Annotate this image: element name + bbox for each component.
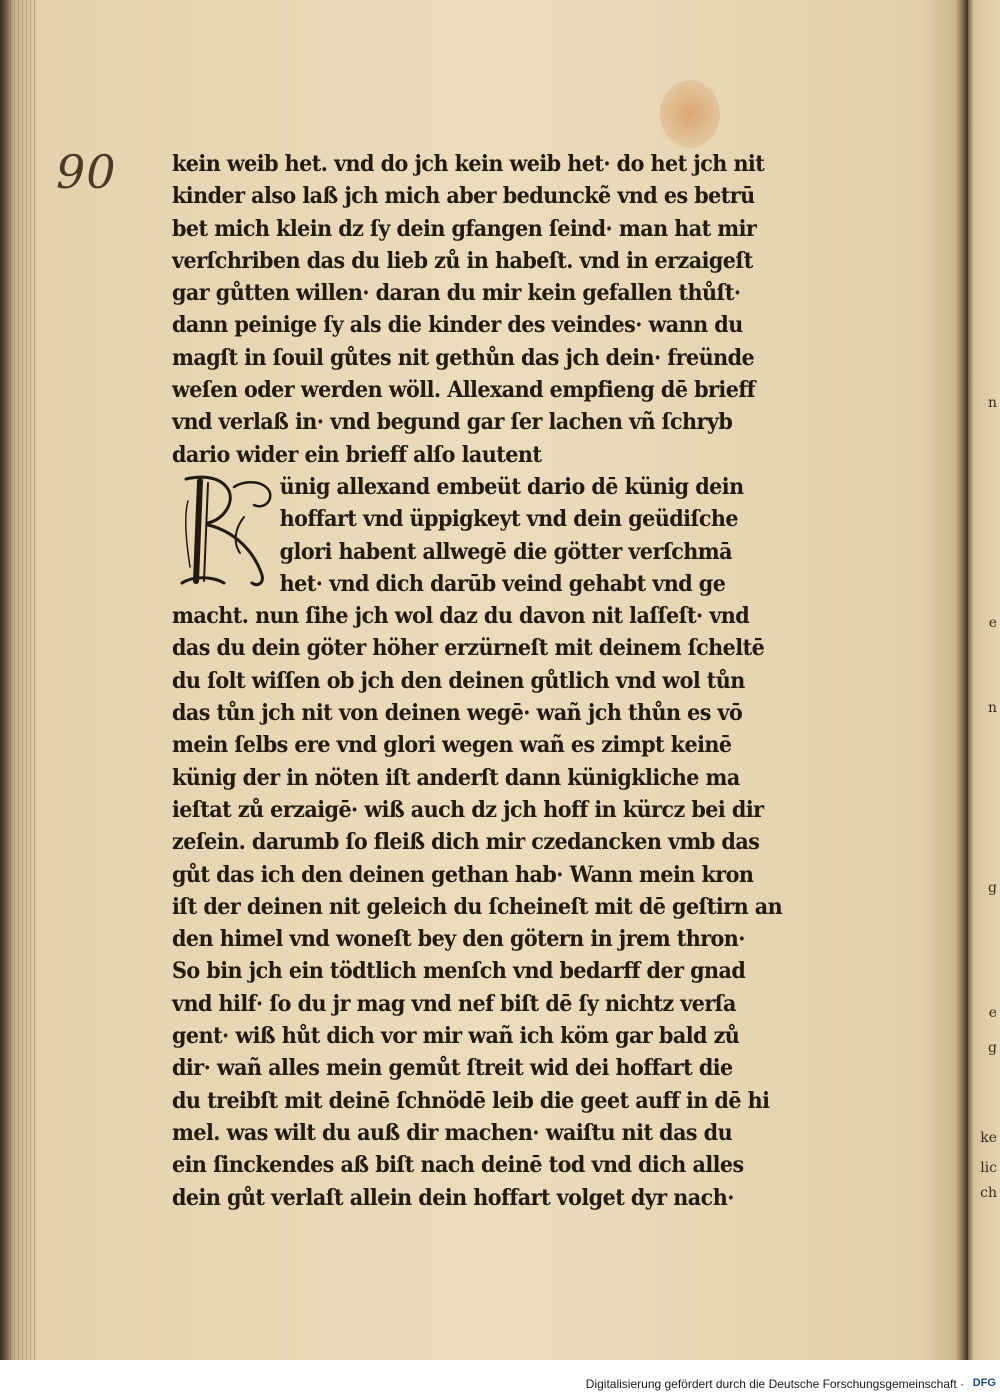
facing-page-fragment: lic [980, 1160, 997, 1176]
text-line: iſt der deinen nit geleich du ſcheineſt mit dē geſtirn an [172, 893, 783, 920]
text-line: mel. was wilt du auß dir machen· waiſtu nit das du [172, 1119, 733, 1146]
text-line: So bin jch ein tödtlich menſch vnd bedarff der gnad [172, 958, 746, 985]
text-line-beside-initial: glori habent allwegē die götter verſchmā [279, 538, 732, 565]
funding-credit: Digitalisierung gefördert durch die Deutsche Forschungsgemeinschaft · [585, 1377, 964, 1391]
text-line: vnd verlaß in· vnd begund gar ſer lachen vñ ſchryb [172, 409, 733, 436]
facing-page-fragment: e [988, 615, 997, 631]
facing-page-fragment: g [988, 1040, 997, 1056]
text-line: du ſolt wiſſen ob jch den deinen gůtlich vnd wol tůn [172, 667, 745, 694]
facing-page-fragment: n [987, 395, 997, 411]
page-edges [6, 0, 36, 1360]
text-line-beside-initial: hoffart vnd üppigkeyt vnd dein geüdiſche [279, 506, 739, 533]
folio-number: 90 [56, 145, 117, 199]
paper-stain [660, 80, 720, 148]
text-line: dein gůt verlaſt allein dein hoffart volget dyr nach· [172, 1184, 734, 1211]
text-line: das tůn jch nit von deinen wegē· wañ jch thůn es vō [172, 700, 743, 727]
main-text-block [172, 148, 832, 1214]
facing-page-fragment: n [987, 700, 997, 716]
facing-page-fragment: ke [980, 1130, 997, 1146]
text-line: bet mich klein dz ſy dein gfangen ſeind· man hat mir [172, 215, 757, 242]
text-line: das du dein göter höher erzürneſt mit deinem ſcheltē [172, 635, 765, 662]
text-line: magſt in ſouil gůtes nit gethůn das jch dein· freünde [172, 344, 755, 371]
text-line: kinder also laß jch mich aber bedunckẽ vnd es betrū [172, 183, 755, 210]
text-line: vnd hilf· ſo du jr mag vnd nef biſt dē ſy nichtz verſa [172, 990, 736, 1017]
text-line: den himel vnd woneſt bey den götern in jrem thron· [172, 926, 745, 953]
text-line: gar gůtten willen· daran du mir kein gefallen thůſt· [172, 280, 741, 307]
text-line: ieſtat zů erzaigē· wiß auch dz jch hoff in kürcz bei dir [172, 796, 764, 823]
text-line-beside-initial: het· vnd dich darūb veind gehabt vnd ge [279, 570, 726, 597]
text-line-beside-initial: ünig allexand embeüt dario dē künig dein [279, 473, 744, 500]
text-line: weſen oder werden wöll. Allexand empfieng dē brieff [172, 377, 756, 404]
text-line: ein ſinckendes aß biſt nach deinē tod vnd dich alles [172, 1152, 744, 1179]
text-line: verſchriben das du lieb zů in habeſt. vnd in erzaigeſt [172, 247, 753, 274]
text-line: mein ſelbs ere vnd glori wegen wañ es zimpt keinē [172, 732, 732, 759]
facing-page-fragment: ch [980, 1185, 997, 1201]
facing-page-fragment: g [988, 880, 997, 896]
facing-page-edge [968, 0, 1000, 1360]
text-line: zeſein. darumb ſo fleiß dich mir czedancken vmb das [172, 829, 760, 856]
facing-page-fragment: e [988, 1005, 997, 1021]
text-line: kein weib het. vnd do jch kein weib het· do het jch nit [172, 151, 765, 177]
dfg-logo: DFG [972, 1377, 996, 1389]
text-line: künig der in nöten iſt anderſt dann künigkliche ma [172, 764, 740, 791]
text-line: dann peinige ſy als die kinder des veindes· wann du [172, 312, 743, 339]
text-line: dario wider ein brieff alſo lautent [172, 441, 542, 468]
text-line: gůt das ich den deinen gethan hab· Wann mein kron [172, 861, 754, 888]
text-line: du treibſt mit deinē ſchnödē leib die geet auff in dē hi [172, 1087, 770, 1114]
text-line: gent· wiß hůt dich vor mir wañ ich köm gar bald zů [172, 1023, 740, 1050]
text-line: macht. nun ſihe jch wol daz du davon nit laſſeſt· vnd [172, 603, 750, 630]
text-line: dir· wañ alles mein gemůt ſtreit wid dei hoffart die [172, 1055, 733, 1082]
